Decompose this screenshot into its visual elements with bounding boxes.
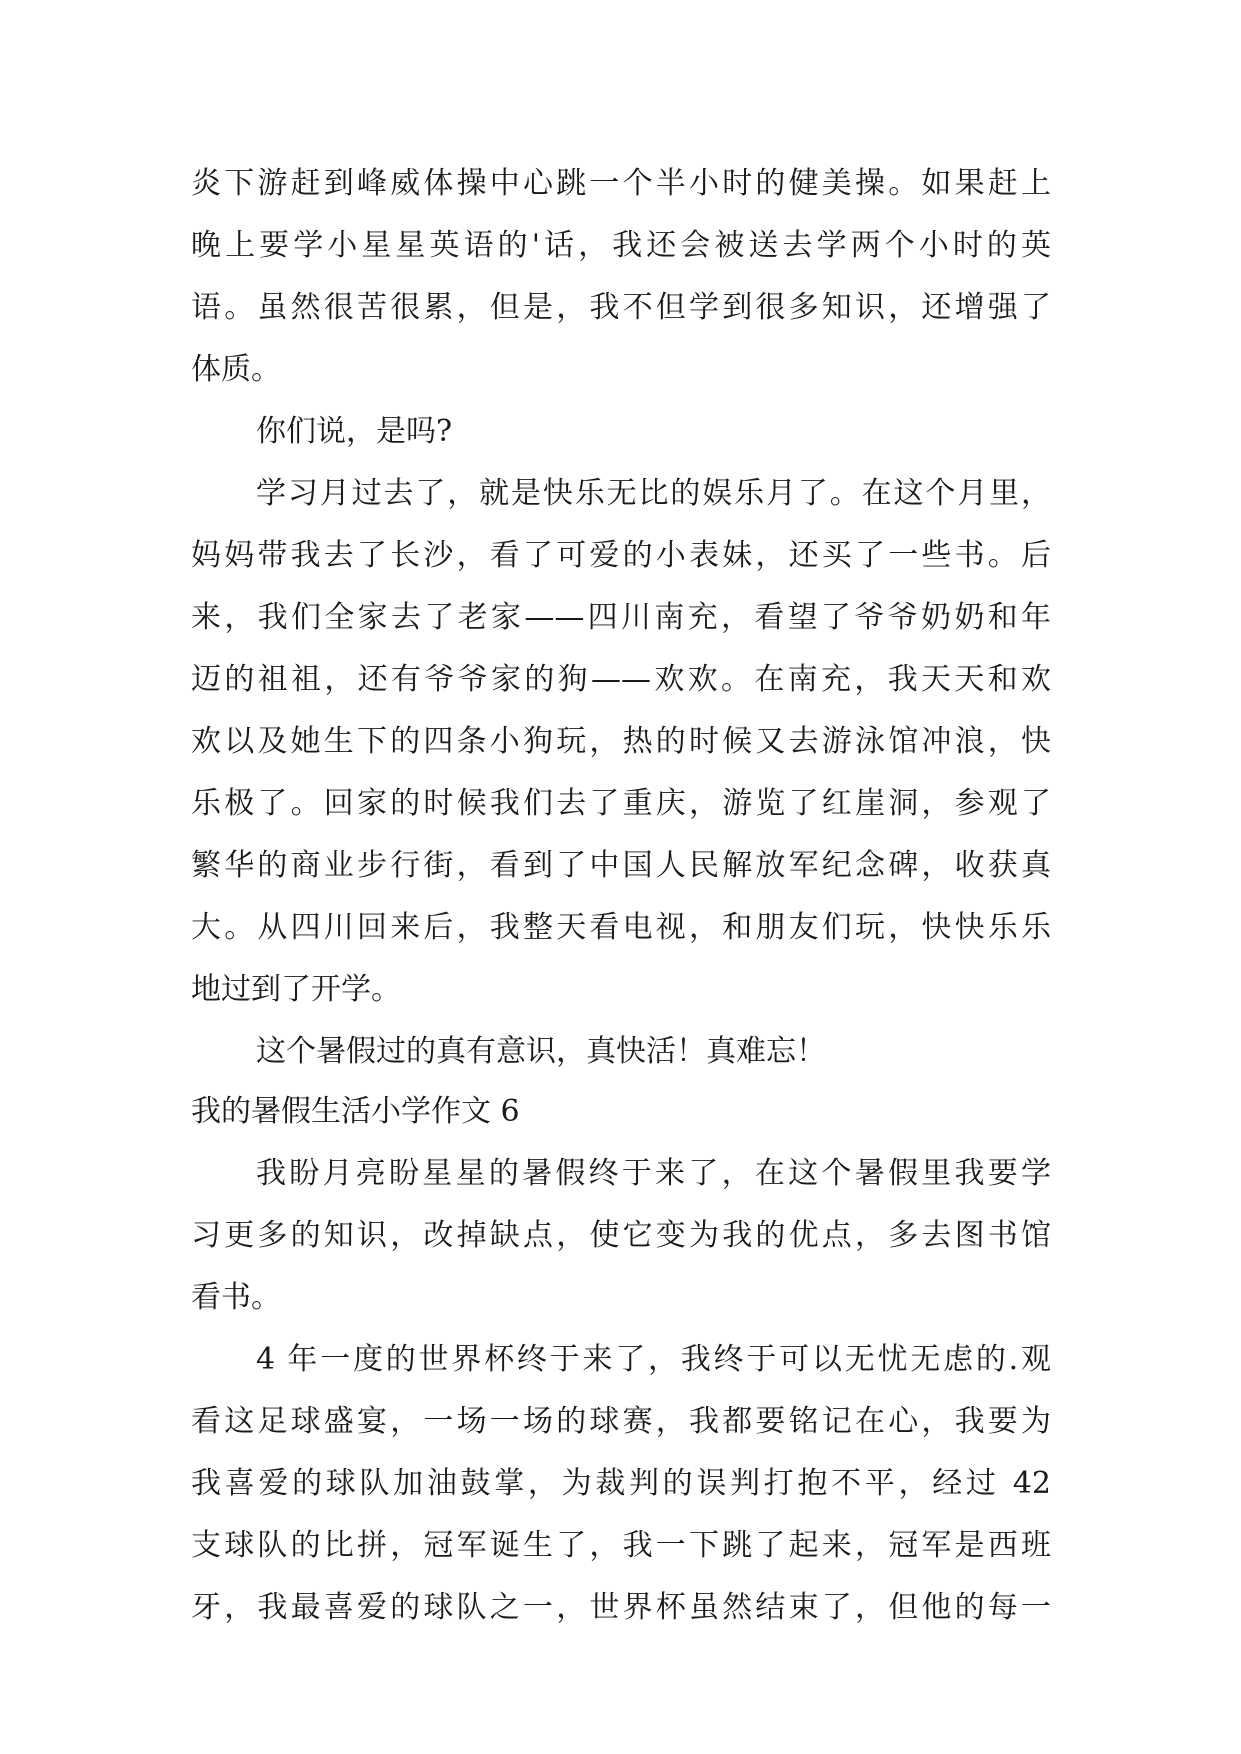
paragraph-line: 学习月过去了，就是快乐无比的娱乐月了。在这个月里，	[256, 476, 1051, 511]
paragraph-line: 乐极了。回家的时候我们去了重庆，游览了红崖洞，参观了	[191, 786, 1051, 821]
paragraph-line: 迈的祖祖，还有爷爷家的狗——欢欢。在南充，我天天和欢	[191, 662, 1051, 697]
paragraph-line: 欢以及她生下的四条小狗玩，热的时候又去游泳馆冲浪，快	[191, 724, 1051, 759]
paragraph-line: 晚上要学小星星英语的'话，我还会被送去学两个小时的英	[191, 228, 1051, 263]
paragraph-line: 看这足球盛宴，一场一场的球赛，我都要铭记在心，我要为	[191, 1404, 1051, 1439]
paragraph-line: 你们说，是吗?	[256, 414, 453, 449]
paragraph-line: 支球队的比拼，冠军诞生了，我一下跳了起来，冠军是西班	[191, 1528, 1051, 1563]
paragraph-line: 我盼月亮盼星星的暑假终于来了，在这个暑假里我要学	[256, 1156, 1051, 1191]
paragraph-line: 来，我们全家去了老家——四川南充，看望了爷爷奶奶和年	[191, 600, 1051, 635]
paragraph-line: 地过到了开学。	[191, 972, 401, 1007]
paragraph-line: 牙，我最喜爱的球队之一，世界杯虽然结束了，但他的每一	[191, 1590, 1051, 1625]
paragraph-line: 我喜爱的球队加油鼓掌，为裁判的误判打抱不平，经过 42	[191, 1466, 1051, 1501]
paragraph-line: 大。从四川回来后，我整天看电视，和朋友们玩，快快乐乐	[191, 910, 1051, 945]
paragraph-line: 妈妈带我去了长沙，看了可爱的小表妹，还买了一些书。后	[191, 538, 1051, 573]
paragraph-line: 习更多的知识，改掉缺点，使它变为我的优点，多去图书馆	[191, 1218, 1051, 1253]
paragraph-line: 4 年一度的世界杯终于来了，我终于可以无忧无虑的.观	[256, 1342, 1051, 1377]
paragraph-line: 炎下游赶到峰威体操中心跳一个半小时的健美操。如果赶上	[191, 166, 1051, 201]
paragraph-line: 语。虽然很苦很累，但是，我不但学到很多知识，还增强了	[191, 290, 1051, 325]
paragraph-line: 这个暑假过的真有意识，真快活！真难忘！	[256, 1034, 826, 1069]
section-heading: 我的暑假生活小学作文 6	[191, 1094, 520, 1129]
paragraph-line: 看书。	[191, 1280, 281, 1315]
paragraph-line: 繁华的商业步行街，看到了中国人民解放军纪念碑，收获真	[191, 848, 1051, 883]
paragraph-line: 体质。	[191, 352, 281, 387]
